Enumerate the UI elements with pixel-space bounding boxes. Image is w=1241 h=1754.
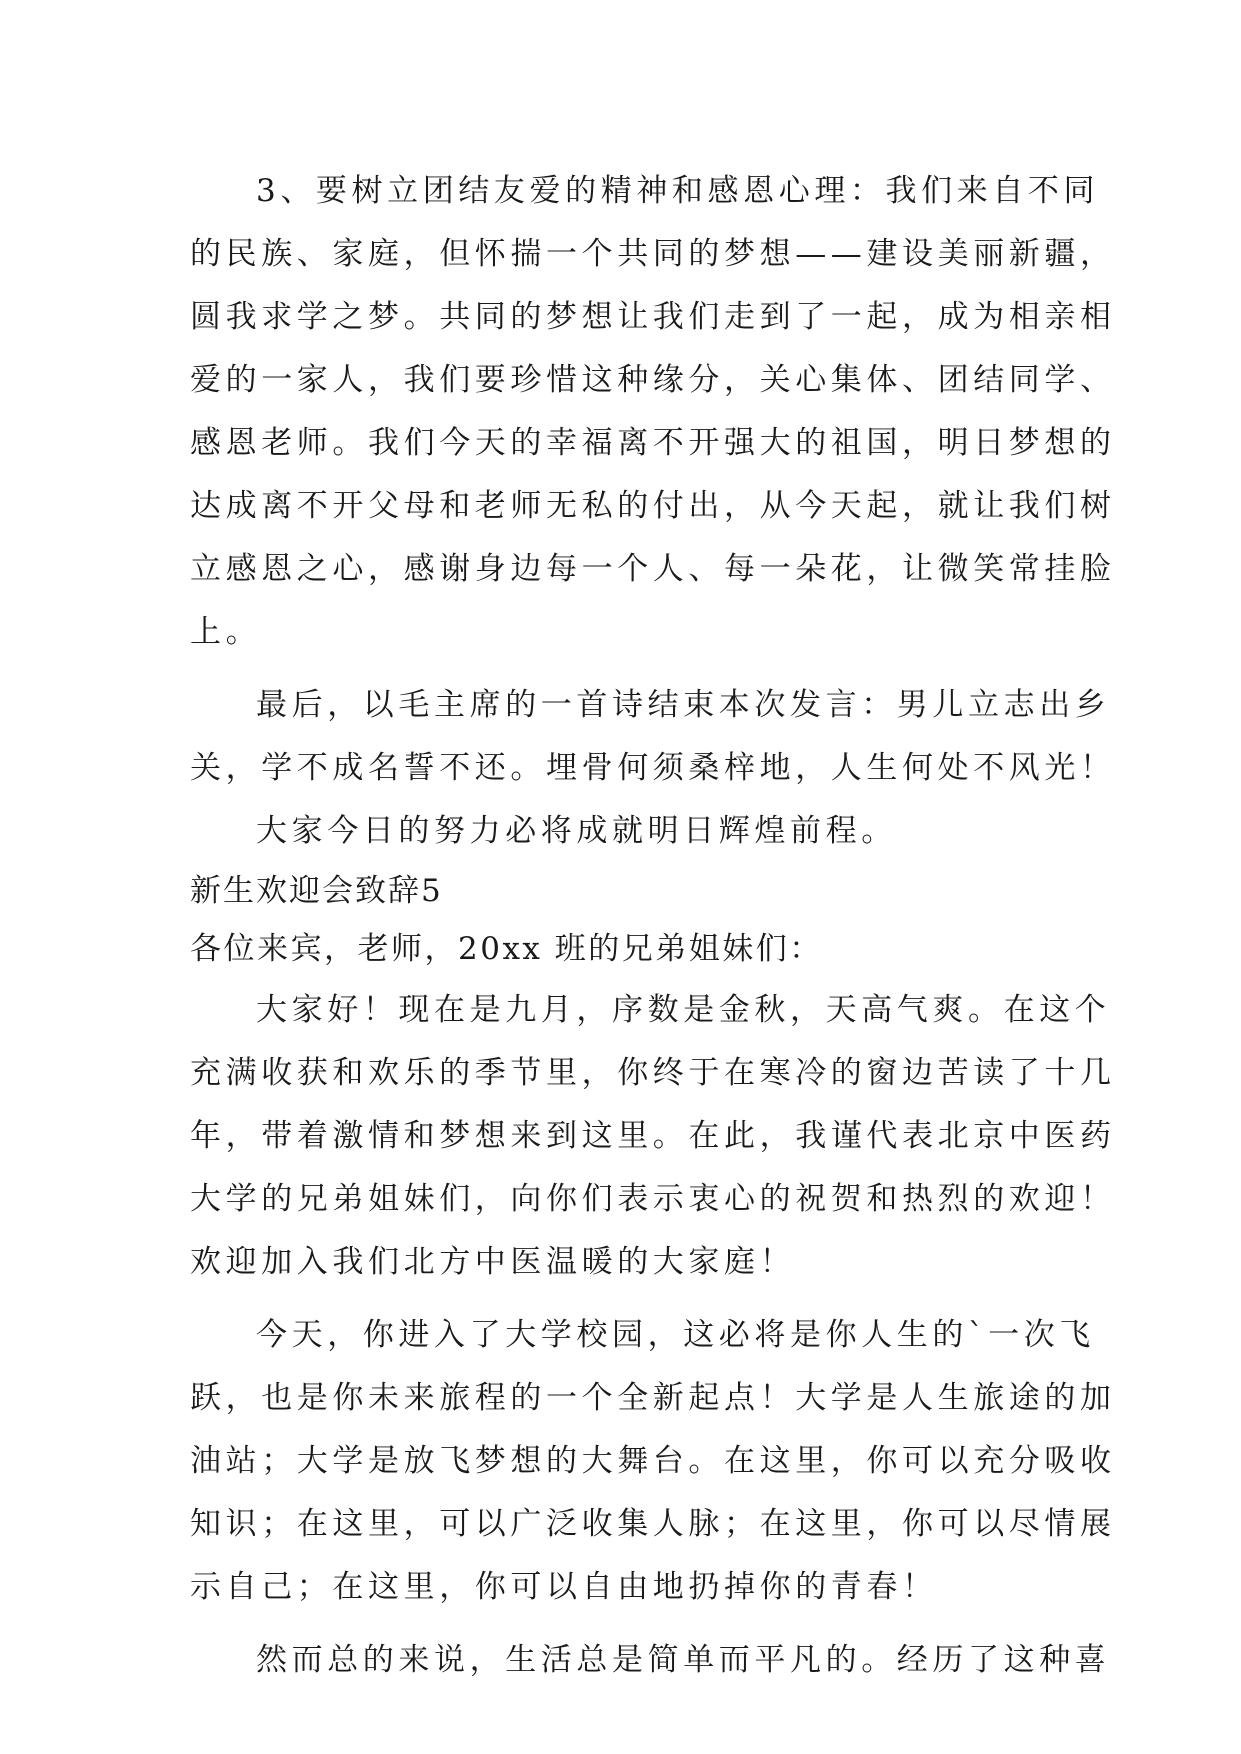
document-page	[190, 160, 1116, 1692]
paragraph-closing-poem	[190, 674, 1116, 800]
text-line: 关，学不成名誓不还。埋骨何须桑梓地，人生何处不风光！	[190, 750, 1116, 786]
section-heading: 新生欢迎会致辞5	[190, 873, 443, 909]
text-line: 跃，也是你未来旅程的一个全新起点！大学是人生旅途的加	[190, 1380, 1116, 1416]
text-line: 感恩老师。我们今天的幸福离不开强大的祖国，明日梦想的	[190, 425, 1116, 461]
text-line: 最后，以毛主席的一首诗结束本次发言：男儿立志出乡	[256, 687, 1111, 723]
text-line: 立感恩之心，感谢身边每一个人、每一朵花，让微笑常挂脸	[190, 551, 1116, 587]
text-line: 达成离不开父母和老师无私的付出，从今天起，就让我们树	[190, 488, 1116, 524]
text-line: 的民族、家庭，但怀揣一个共同的梦想——建设美丽新疆，	[190, 236, 1116, 272]
paragraph-however	[190, 1629, 1111, 1692]
text-line: 3、要树立团结友爱的精神和感恩心理：我们来自不同	[256, 173, 1100, 209]
paragraph-welcome	[190, 979, 1116, 1294]
text-line: 大家今日的努力必将成就明日辉煌前程。	[256, 813, 897, 849]
paragraph-closing-wish	[190, 800, 1050, 863]
text-line: 然而总的来说，生活总是简单而平凡的。经历了这种喜	[256, 1642, 1111, 1678]
text-line: 今天，你进入了大学校园，这必将是你人生的`一次飞	[256, 1317, 1095, 1353]
text-line: 油站；大学是放飞梦想的大舞台。在这里，你可以充分吸收	[190, 1443, 1116, 1479]
text-line: 爱的一家人，我们要珍惜这种缘分，关心集体、团结同学、	[190, 362, 1116, 398]
text-line: 示自己；在这里，你可以自由地扔掉你的青春！	[190, 1569, 938, 1605]
text-line: 充满收获和欢乐的季节里，你终于在寒冷的窗边苦读了十几	[190, 1055, 1116, 1091]
paragraph-today	[190, 1304, 1116, 1619]
text-line: 欢迎加入我们北方中医温暖的大家庭！	[190, 1244, 796, 1280]
text-line: 大学的兄弟姐妹们，向你们表示衷心的祝贺和热烈的欢迎！	[190, 1181, 1116, 1217]
text-line: 大家好！现在是九月，序数是金秋，天高气爽。在这个	[256, 992, 1111, 1028]
text-line: 圆我求学之梦。共同的梦想让我们走到了一起，成为相亲相	[190, 299, 1116, 335]
paragraph-values-unity	[190, 160, 1116, 664]
text-line: 年，带着激情和梦想来到这里。在此，我谨代表北京中医药	[190, 1118, 1116, 1154]
text-line: 知识；在这里，可以广泛收集人脉；在这里，你可以尽情展	[190, 1506, 1116, 1542]
salutation: 各位来宾，老师，20xx 班的兄弟姐妹们：	[190, 931, 823, 967]
text-line: 上。	[190, 614, 262, 650]
